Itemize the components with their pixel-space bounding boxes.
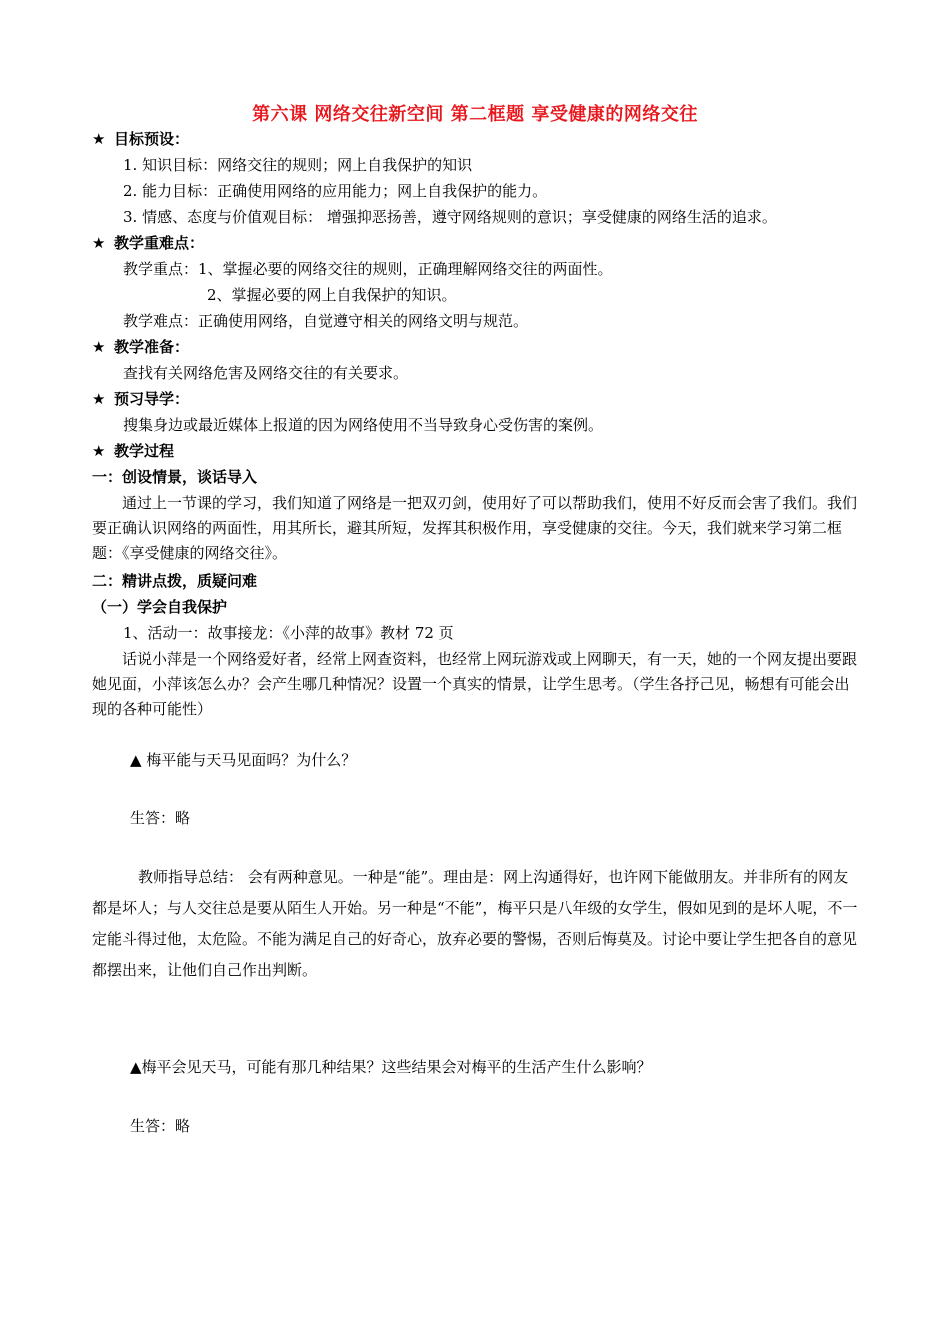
process-heading-row bbox=[92, 441, 174, 461]
difficulty-item: 教学难点：正确使用网络，自觉遵守相关的网络文明与规范。 bbox=[123, 312, 529, 330]
question-1: ▲ 梅平能与天马见面吗？为什么？ bbox=[130, 751, 357, 769]
process-heading: 教学过程 bbox=[114, 442, 175, 460]
preview-heading-row bbox=[92, 389, 189, 409]
preview-text: 搜集身边或最近媒体上报道的因为网络使用不当导致身心受伤害的案例。 bbox=[123, 416, 604, 434]
answer-1: 生答：略 bbox=[130, 809, 191, 827]
prep-heading-row bbox=[92, 337, 189, 357]
goal-item-1: 1. 知识目标：网络交往的规则；网上自我保护的知识 bbox=[123, 156, 473, 174]
prep-heading: 教学准备： bbox=[114, 338, 190, 356]
question-2: ▲梅平会见天马，可能有那几种结果？这些结果会对梅平的生活产生什么影响？ bbox=[130, 1058, 652, 1076]
part1-text: 通过上一节课的学习，我们知道了网络是一把双刃剑，使用好了可以帮助我们，使用不好反而会害了我们。我们要正确认识网络的两面性，用其所长，避其所短，发挥其积极作用，享受健康的交往。今天，我们就来学习第二框题：《享受健康的网络交往》。 bbox=[92, 494, 858, 562]
goal-item-3: 3. 情感、态度与价值观目标： 增强抑恶扬善，遵守网络规则的意识；享受健康的网络生活的追求。 bbox=[123, 208, 777, 226]
part1-heading: 一：创设情景，谈话导入 bbox=[92, 468, 258, 486]
star-icon: ★ bbox=[92, 338, 106, 356]
story-text: 话说小萍是一个网络爱好者，经常上网查资料，也经常上网玩游戏或上网聊天，有一天，她的一个网友提出要跟她见面，小萍该怎么办？会产生哪几种情况？设置一个真实的情景，让学生思考。（学生各抒己见，畅想有可能会出现的各种可能性） bbox=[92, 650, 858, 718]
focus-item-1: 教学重点：1、掌握必要的网络交往的规则，正确理解网络交往的两面性。 bbox=[123, 260, 613, 278]
goals-heading-row bbox=[92, 129, 189, 149]
star-icon: ★ bbox=[92, 130, 106, 148]
activity-line: 1、活动一：故事接龙：《小萍的故事》教材 72 页 bbox=[123, 624, 454, 642]
star-icon: ★ bbox=[92, 234, 106, 252]
focus-item-2: 2、掌握必要的网上自我保护的知识。 bbox=[207, 286, 457, 304]
keypoints-heading-row bbox=[92, 233, 204, 253]
page-title: 第六课 网络交往新空间 第二框题 享受健康的网络交往 bbox=[252, 104, 698, 125]
answer-2: 生答：略 bbox=[130, 1117, 191, 1135]
teacher-summary: 教师指导总结： 会有两种意见。一种是“能”。理由是：网上沟通得好，也许网下能做朋友。并非所有的网友都是坏人；与人交往总是要从陌生人开始。另一种是“不能”，梅平只是八年级的女学生，假如见到的是坏人呢，不一定能斗得过他，太危险。不能为满足自己的好奇心，放弃必要的警惕，否则后悔莫及。讨论中要让学生把各自的意见都摆出来，让他们自己作出判断。 bbox=[92, 868, 858, 979]
sub1-heading: （一）学会自我保护 bbox=[92, 598, 228, 616]
star-icon: ★ bbox=[92, 390, 106, 408]
prep-text: 查找有关网络危害及网络交往的有关要求。 bbox=[123, 364, 409, 382]
goals-heading: 目标预设： bbox=[114, 130, 190, 148]
preview-heading: 预习导学： bbox=[114, 390, 190, 408]
goal-item-2: 2. 能力目标：正确使用网络的应用能力；网上自我保护的能力。 bbox=[123, 182, 548, 200]
keypoints-heading: 教学重难点： bbox=[114, 234, 205, 252]
part2-heading: 二：精讲点拨，质疑问难 bbox=[92, 572, 258, 590]
star-icon: ★ bbox=[92, 442, 106, 460]
